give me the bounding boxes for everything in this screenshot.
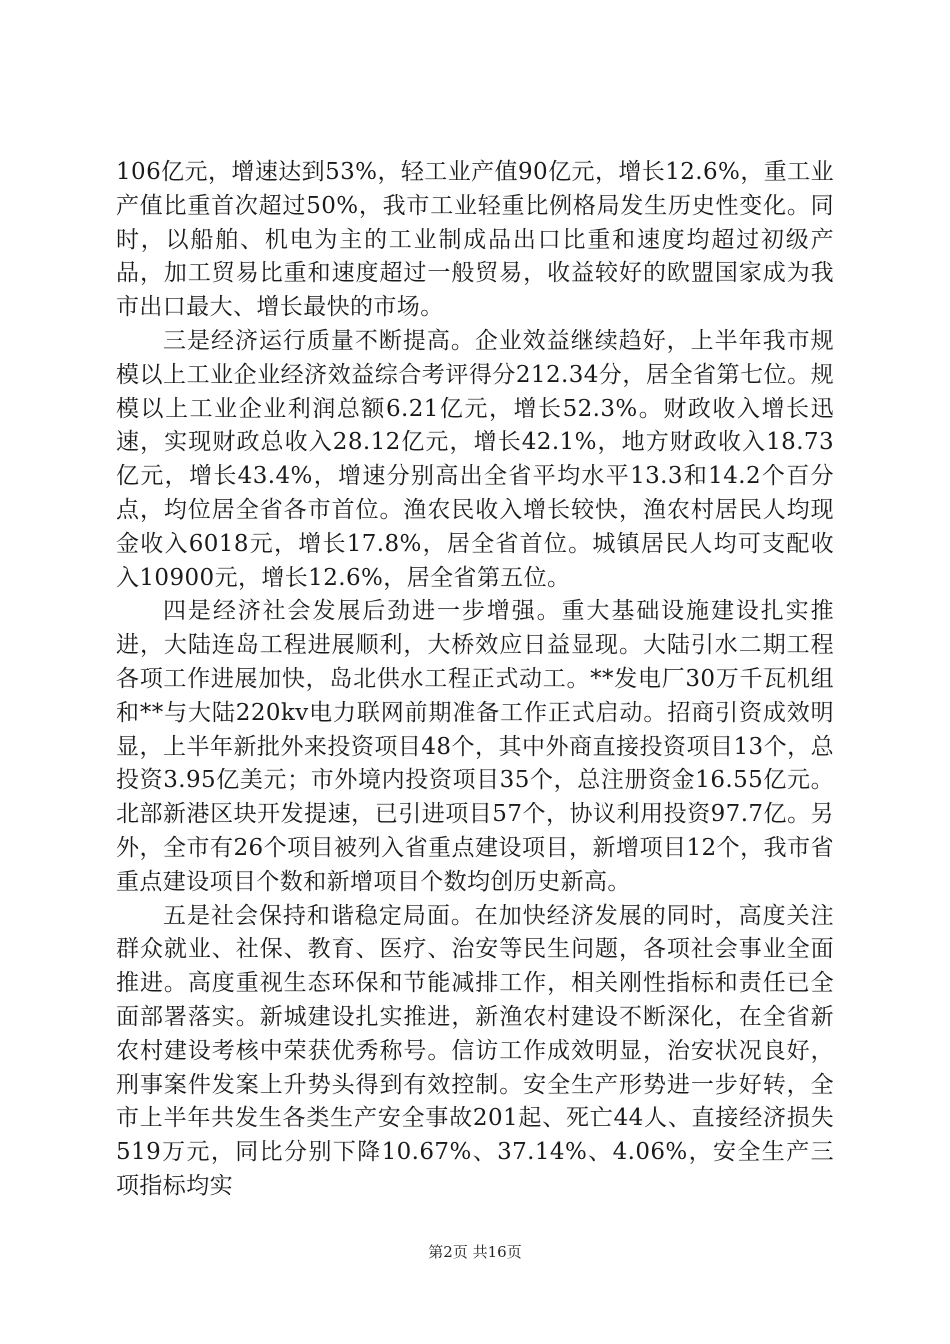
paragraph-development-momentum: 四是经济社会发展后劲进一步增强。重大基础设施建设扎实推进，大陆连岛工程进展顺利，大桥效应日益显现。大陆引水二期工程各项工作进展加快，岛北供水工程正式动工。**发电厂30万千瓦机组和**与大陆220kv电力联网前期准备工作正式启动。招商引资成效明显，上半年新批外来投资项目48个，其中外商直接投资项目13个，总投资3.95亿美元；市外境内投资项目35个，总注册资金16.55亿元。北部新港区块开发提速，已引进项目57个，协议利用投资97.7亿。另外，全市有26个项目被列入省重点建设项目，新增项目12个，我市省重点建设项目个数和新增项目个数均创历史新高。 bbox=[116, 598, 834, 895]
page-number-footer: 第2页 共16页 bbox=[428, 1243, 522, 1261]
paragraph-social-stability: 五是社会保持和谐稳定局面。在加快经济发展的同时，高度关注群众就业、社保、教育、医疗、治安等民生问题，各项社会事业全面推进。高度重视生态环保和节能减排工作，相关刚性指标和责任已全面部署落实。新城建设扎实推进，新渔农村建设不断深化，在全省新农村建设考核中荣获优秀称号。信访工作成效明显，治安状况良好，刑事案件发案上升势头得到有效控制。安全生产形势进一步好转，全市上半年共发生各类生产安全事故201起、死亡44人、直接经济损失519万元，同比分别下降10.67%、37.14%、4.06%，安全生产三项指标均实 bbox=[116, 902, 834, 1199]
paragraph-continued: 106亿元，增速达到53%，轻工业产值90亿元，增长12.6%，重工业产值比重首次超过50%，我市工业轻重比例格局发生历史性变化。同时，以船舶、机电为主的工业制成品出口比重和速度均超过初级产品，加工贸易比重和速度超过一般贸易，收益较好的欧盟国家成为我市出口最大、增长最快的市场。 bbox=[116, 159, 834, 321]
document-body bbox=[116, 156, 834, 1204]
paragraph-economic-quality: 三是经济运行质量不断提高。企业效益继续趋好，上半年我市规模以上工业企业经济效益综合考评得分212.34分，居全省第七位。规模以上工业企业利润总额6.21亿元，增长52.3%。财政收入增长迅速，实现财政总收入28.12亿元，增长42.1%，地方财政收入18.73亿元，增长43.4%，增速分别高出全省平均水平13.3和14.2个百分点，均位居全省各市首位。渔农民收入增长较快，渔农村居民人均现金收入6018元，增长17.8%，居全省首位。城镇居民人均可支配收入10900元，增长12.6%，居全省第五位。 bbox=[116, 327, 834, 591]
